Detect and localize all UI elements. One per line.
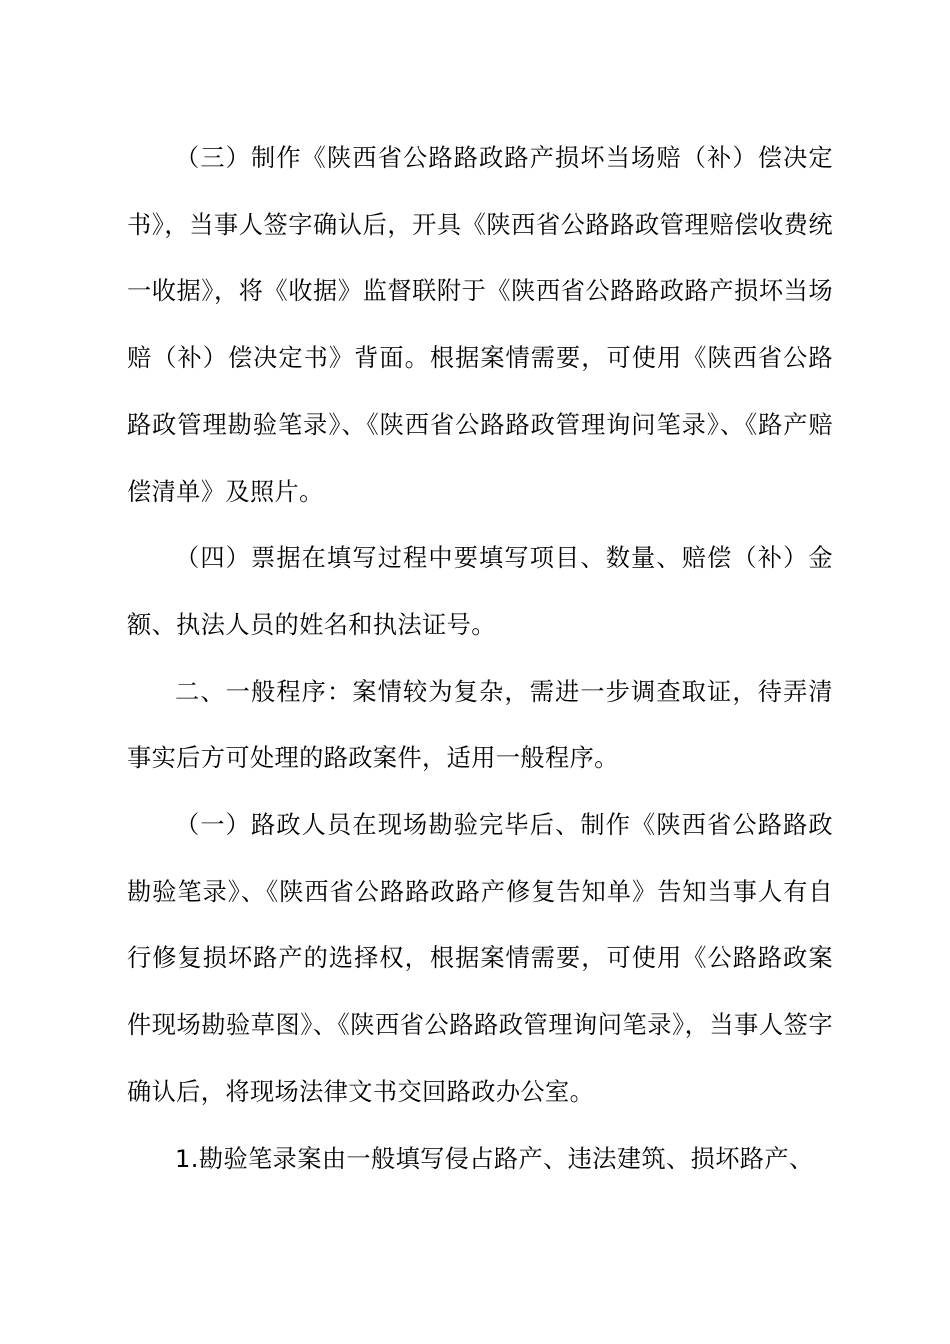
paragraph-damage-compensation-decision: （三）制作《陕西省公路路政路产损坏当场赔（补）偿决定书》，当事人签字确认后，开具《陕西省公路路政管理赔偿收费统一收据》，将《收据》监督联附于《陕西省公路路政路产损坏当场赔（补）偿决定书》背面。根据案情需要，可使用《陕西省公路路政管理勘验笔录》、《陕西省公路路政管理询问笔录》、《路产赔偿清单》及照片。 [127, 144, 833, 506]
paragraph-receipt-filling: （四）票据在填写过程中要填写项目、数量、赔偿（补）金额、执法人员的姓名和执法证号。 [127, 544, 833, 639]
paragraph-site-inspection: （一）路政人员在现场勘验完毕后、制作《陕西省公路路政勘验笔录》、《陕西省公路路政路产修复告知单》告知当事人有自行修复损坏路产的选择权，根据案情需要，可使用《公路路政案件现场勘验草图》、《陕西省公路路政管理询问笔录》，当事人签字确认后，将现场法律文书交回路政办公室。 [127, 811, 833, 1106]
paragraph-general-procedure: 二、一般程序：案情较为复杂，需进一步调查取证，待弄清事实后方可处理的路政案件，适用一般程序。 [127, 677, 833, 773]
paragraph-inspection-record-cause: 1.勘验笔录案由一般填写侵占路产、违法建筑、损坏路产、 [175, 1144, 814, 1173]
document-body [127, 125, 833, 1192]
